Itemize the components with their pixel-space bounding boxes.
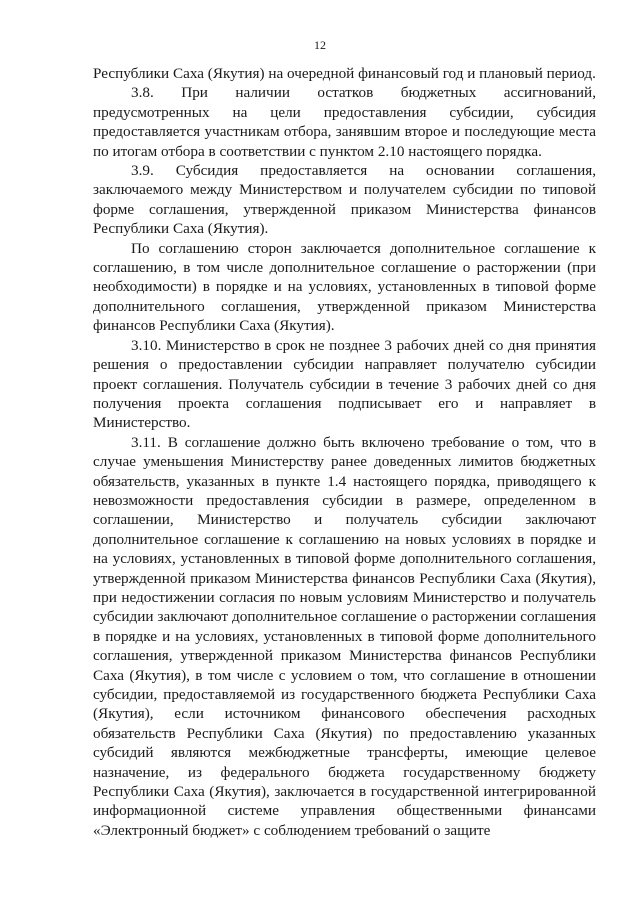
paragraph-3-11: 3.11. В соглашение должно быть включено требование о том, что в случае уменьшения Министерству ранее доведенных лимитов бюджетных обязательств, указанных в пункте 1.4 настоящего порядка, приводящего к невозможности предоставления субсидии в размере, определенном в соглашении, Министерство и получатель субсидии заключают дополнительное соглашение к соглашению на новых условиях в порядке и на условиях, установленных в типовой форме дополнительного соглашения, утвержденной приказом Министерства финансов Республики Саха (Якутия), при недостижении согласия по новым условиям Министерство и получатель субсидии заключают дополнительное соглашение о расторжении соглашения в порядке и на условиях, установленных в типовой форме дополнительного соглашения, утвержденной приказом Министерства финансов Республики Саха (Якутия), в том числе с условием о том, что соглашение в отношении субсидии, предоставляемой из государственного бюджета Республики Саха (Якутия), если источником финансового обеспечения расходных обязательств Республики Саха (Якутия) по предоставлению указанных субсидий являются межбюджетные трансферты, имеющие целевое назначение, из федерального бюджета государственному бюджету Республики Саха (Якутия), заключается в государственной интегрированной информационной системе управления общественными финансами «Электронный бюджет» с соблюдением требований о защите [93,433,596,839]
paragraph-continuation: Республики Саха (Якутия) на очередной финансовый год и плановый период. [93,65,596,82]
page-number: 12 [314,38,326,52]
paragraph-additional-agreement: По соглашению сторон заключается дополнительное соглашение к соглашению, в том числе дополнительное соглашение о расторжении (при необходимости) в порядке и на условиях, установленных в типовой форме дополнительного соглашения, утвержденной приказом Министерства финансов Республики Саха (Якутия). [93,239,596,335]
document-body [93,64,596,840]
paragraph-3-8: 3.8. При наличии остатков бюджетных ассигнований, предусмотренных на цели предоставления субсидии, субсидия предоставляется участникам отбора, занявшим второе и последующие места по итогам отбора в соответствии с пунктом 2.10 настоящего порядка. [93,84,596,160]
paragraph-3-10: 3.10. Министерство в срок не позднее 3 рабочих дней со дня принятия решения о предоставлении субсидии направляет получателю субсидии проект соглашения. Получатель субсидии в течение 3 рабочих дней со дня получения проекта соглашения подписывает его и направляет в Министерство. [93,336,596,432]
paragraph-3-9: 3.9. Субсидия предоставляется на основании соглашения, заключаемого между Министерством и получателем субсидии по типовой форме соглашения, утвержденной приказом Министерства финансов Республики Саха (Якутия). [93,162,596,238]
